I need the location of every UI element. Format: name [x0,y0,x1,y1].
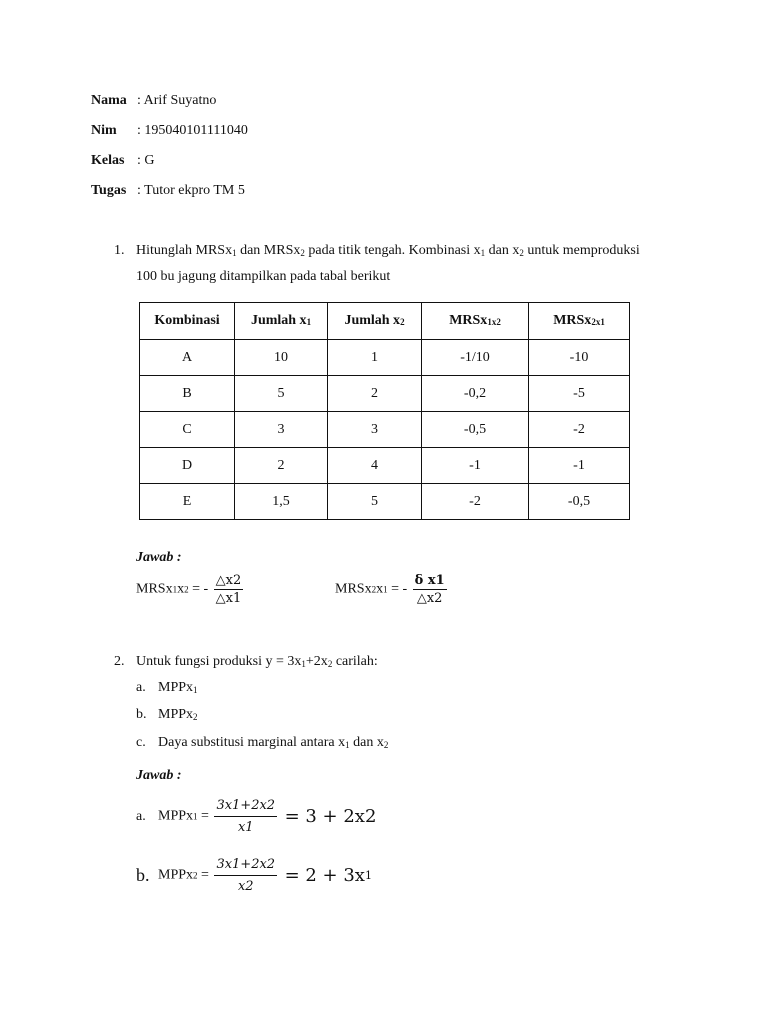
table-cell: -2 [422,484,529,520]
subscript: 2 [519,248,524,258]
subscript: 2 [193,712,198,722]
formula-text: MPPx [158,808,194,824]
jawab-2-title: Jawab : [136,768,182,783]
table-cell: -10 [529,340,630,376]
table-row [140,412,630,448]
header-value: : Tutor ekpro TM 5 [137,183,245,198]
table-cell: 2 [328,376,422,412]
fraction [214,798,277,835]
subscript: 1x2 [487,317,501,327]
subscript: 1 [193,685,198,695]
table-cell: 5 [328,484,422,520]
list-letter: c. [136,735,146,750]
table-cell: B [140,376,235,412]
table-cell: A [140,340,235,376]
q1-text-line1 [136,243,640,259]
q1-text: Hitunglah MRSx [136,243,233,258]
table-cell: 2 [235,448,328,484]
table-cell: 1 [328,340,422,376]
table-cell: -1 [529,448,630,484]
q2-item-a [136,680,198,696]
header-tugas [91,183,245,199]
jawab-1-title: Jawab : [136,550,182,565]
table-cell: -1 [422,448,529,484]
table-header-cell [235,303,328,340]
subscript: 2 [184,584,189,595]
table-row [140,448,630,484]
table-cell: 3 [328,412,422,448]
formula-result: = 3 + 2x2 [284,806,377,827]
q1-number: 1. [114,243,125,258]
header-value: : G [137,153,155,168]
table-cell: -1/10 [422,340,529,376]
table-cell: D [140,448,235,484]
table-cell: E [140,484,235,520]
list-letter: b. [136,707,147,722]
q1-text: dan x [485,243,520,258]
answer-a [136,798,376,835]
header-value: : Arif Suyatno [137,93,217,108]
header-text: Jumlah x [250,313,307,328]
formula-text: = [197,867,209,883]
formula-text: = - [188,581,209,597]
subscript: 1 [345,740,350,750]
formula-mrs-x1x2 [136,573,245,606]
header-value: : 195040101111040 [137,123,248,138]
header-nim [91,123,248,139]
table-row [140,376,630,412]
table-cell: -5 [529,376,630,412]
denominator: x1 [237,820,254,835]
subscript: 1 [232,248,237,258]
fraction [214,573,244,606]
denominator: △x1 [215,591,242,606]
subscript: 1 [306,317,312,327]
header-label: Nama [91,93,127,108]
table-header-cell [140,303,235,340]
header-text: MRSx [553,313,592,328]
header-text: Jumlah x [344,313,401,328]
list-letter: a. [136,808,146,824]
header-label: Tugas [91,183,127,198]
subscript: 1 [172,584,178,595]
q2-text-part: carilah: [332,654,378,669]
table-cell: 10 [235,340,328,376]
denominator: △x2 [416,591,443,606]
q1-text-line2: 100 bu jagung ditampilkan pada tabal berikut [136,269,391,284]
q2-item-c [136,735,388,751]
combination-table [139,302,630,520]
table-cell: -2 [529,412,630,448]
formula-text: MRSx [136,581,173,597]
table-cell: 5 [235,376,328,412]
list-text: dan x [349,735,384,750]
q2-text-part: Untuk fungsi produksi y = 3x [136,654,302,669]
subscript: 1 [480,248,486,258]
denominator: x2 [237,879,254,894]
formula-text: x [177,581,185,597]
q2-number: 2. [114,654,125,669]
table-cell: -0,5 [422,412,529,448]
table-row [140,340,630,376]
table-header-cell [422,303,529,340]
q2-text [136,654,378,670]
header-text: Kombinasi [154,313,220,328]
subscript: 1 [193,811,198,822]
q2-text-part: +2x [305,654,328,669]
list-letter: b. [136,865,150,885]
table-cell: -0,5 [529,484,630,520]
subscript: 2 [383,740,389,750]
q1-text: dan MRSx [236,243,301,258]
table-header-cell [328,303,422,340]
subscript: 2 [371,584,377,595]
subscript: 1 [364,869,372,882]
table-cell: -0,2 [422,376,529,412]
q1-text: untuk memproduksi [523,243,640,258]
formula-text: = - [387,581,408,597]
formula-mrs-x2x1 [335,573,449,606]
formula-text: = [197,808,209,824]
formula-text: MRSx [335,581,372,597]
table-header-cell [529,303,630,340]
list-letter: a. [136,680,146,695]
header-text: MRSx [449,313,488,328]
table-cell: C [140,412,235,448]
table-header-row [140,303,630,340]
subscript: 2 [300,248,305,258]
list-text: Daya substitusi marginal antara x [158,735,346,750]
table-cell: 1,5 [235,484,328,520]
table-row [140,484,630,520]
subscript: 1 [301,659,306,669]
table-cell: 3 [235,412,328,448]
formula-text: x [376,581,384,597]
numerator: 3x1+2x2 [214,798,277,817]
header-label: Nim [91,123,117,138]
fraction [413,573,447,606]
list-text: MPPx [158,707,194,722]
header-label: Kelas [91,153,125,168]
formula-text: MPPx [158,867,194,883]
numerator: δ x1 [414,573,445,588]
header-nama [91,93,216,109]
numerator: △x2 [215,573,242,588]
subscript: 2 [327,659,333,669]
subscript: 1 [383,584,388,595]
numerator: 3x1+2x2 [214,857,277,876]
subscript: 2x1 [591,317,605,327]
fraction [214,857,277,894]
subscript: 2 [400,317,405,327]
header-kelas [91,153,155,169]
subscript: 2 [193,870,198,881]
list-text: MPPx [158,680,194,695]
table-cell: 4 [328,448,422,484]
formula-result: = 2 + 3x [284,865,365,886]
q2-item-b [136,707,198,723]
q1-text: pada titik tengah. Kombinasi x [304,243,481,258]
answer-b [136,857,372,894]
